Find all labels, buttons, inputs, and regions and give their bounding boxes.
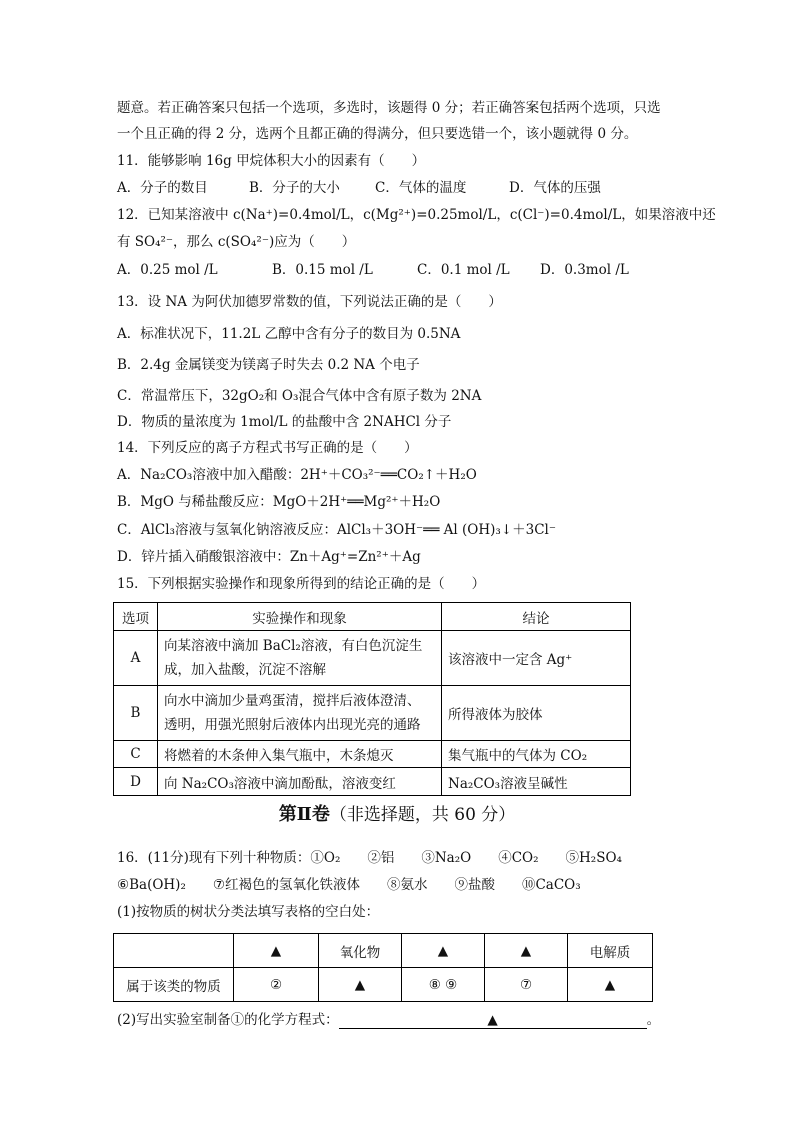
q16-table-cell-4: ⑦ [485,968,568,1002]
q15-row-c-option: C [114,741,158,768]
q13-stem: 13．设 NA 为阿伏加德罗常数的值，下列说法正确的是（ ） [117,294,502,310]
section-2-bold: 第Ⅱ卷 [278,804,330,825]
q13-option-b: B．2.4g 金属镁变为镁离子时失去 0.2 NA 个电子 [117,357,420,373]
q16-part-1: (1)按物质的树状分类法填写表格的空白处： [117,904,380,920]
q16-table-cell-3: ⑧ ⑨ [402,968,485,1002]
intro-line-1: 题意。若正确答案只包括一个选项，多选时，该题得 0 分；若正确答案包括两个选项，只选 [117,100,661,116]
q15-row-a-conclusion: 该溶液中一定含 Ag⁺ [442,631,631,686]
q16-table-row-label: 属于该类的物质 [114,968,234,1002]
q16-table [113,933,653,1002]
q15-row-c-operation: 将燃着的木条伸入集气瓶中，木条熄灭 [158,741,442,768]
q16-table-cell-5: ▲ [568,968,653,1002]
q16-table-header-oxide: 氧化物 [319,934,402,968]
section-2-title [0,800,794,826]
q14-option-d: D．锌片插入硝酸银溶液中：Zn＋Ag⁺=Zn²⁺＋Ag [117,549,421,565]
q14-option-c: C．AlCl₃溶液与氢氧化钠溶液反应：AlCl₃＋3OH⁻══ Al (OH)₃↓＋3Cl⁻ [117,522,557,538]
q16-table-cell-2: ▲ [319,968,402,1002]
q11-stem: 11．能够影响 16g 甲烷体积大小的因素有（ ） [117,153,426,169]
q14-option-a: A．Na₂CO₃溶液中加入醋酸：2H⁺＋CO₃²⁻══CO₂↑＋H₂O [117,467,477,483]
q11-option-d: D．气体的压强 [509,180,601,196]
section-2-subtitle: （非选择题，共 60 分） [329,805,516,825]
q15-header-option: 选项 [114,603,158,631]
q11-option-c: C．气体的温度 [375,180,467,196]
q13-option-c: C．常温常压下，32gO₂和 O₃混合气体中含有原子数为 2NA [117,388,482,404]
q15-table [113,602,631,796]
q14-option-b: B．MgO 与稀盐酸反应：MgO＋2H⁺══Mg²⁺＋H₂O [117,494,441,510]
q15-row-b-conclusion: 所得液体为胶体 [442,686,631,741]
q15-row-d-option: D [114,768,158,796]
q15-row-a-option: A [114,631,158,686]
q15-row-d-operation: 向 Na₂CO₃溶液中滴加酚酞，溶液变红 [158,768,442,796]
q12-option-b: B．0.15 mol /L [272,262,373,278]
q16-part-2-blank: ▲ [339,1012,647,1029]
q15-header-conclusion: 结论 [442,603,631,631]
q16-table-header-electrolyte: 电解质 [568,934,653,968]
q11-option-b: B．分子的大小 [249,180,340,196]
q14-stem: 14．下列反应的离子方程式书写正确的是（ ） [117,440,418,456]
q16-part-2-prefix: (2)写出实验室制备①的化学方程式： [117,1012,339,1028]
q12-stem-line-2: 有 SO₄²⁻，那么 c(SO₄²⁻)应为（ ） [117,234,356,250]
q16-table-header-answer-1: ▲ [234,934,319,968]
q15-row-c-conclusion: 集气瓶中的气体为 CO₂ [442,741,631,768]
q16-table-cell-1: ② [234,968,319,1002]
q15-row-b-operation: 向水中滴加少量鸡蛋清，搅拌后液体澄清、 透明，用强光照射后液体内出现光亮的通路 [158,686,442,741]
q12-stem-line-1: 12．已知某溶液中 c(Na⁺)=0.4mol/L，c(Mg²⁺)=0.25mol/L，c(Cl⁻)=0.4mol/L，如果溶液中还 [117,207,716,223]
q13-option-d: D．物质的量浓度为 1mol/L 的盐酸中含 2NAHCl 分子 [117,414,452,430]
q15-row-d-conclusion: Na₂CO₃溶液呈碱性 [442,768,631,796]
q15-row-b-option: B [114,686,158,741]
q16-part-2-suffix: 。 [646,1012,661,1028]
q13-option-a: A．标准状况下，11.2L 乙醇中含有分子的数目为 0.5NA [117,326,461,342]
q16-table-header-answer-3: ▲ [485,934,568,968]
q11-option-a: A．分子的数目 [117,180,208,196]
q15-stem: 15．下列根据实验操作和现象所得到的结论正确的是（ ） [117,576,486,592]
q16-table-header-answer-2: ▲ [402,934,485,968]
q12-option-d: D．0.3mol /L [540,262,629,278]
q16-table-header-blank [114,934,234,968]
intro-line-2: 一个且正确的得 2 分，选两个且都正确的得满分，但只要选错一个，该小题就得 0 分。 [117,126,638,142]
q16-part-2 [117,1010,660,1030]
q15-row-a-operation: 向某溶液中滴加 BaCl₂溶液，有白色沉淀生 成，加入盐酸，沉淀不溶解 [158,631,442,686]
q16-stem: 16．(11分)现有下列十种物质：①O₂ ②铝 ③Na₂O ④CO₂ ⑤H₂SO₄ [117,850,622,866]
q16-stem-2: ⑥Ba(OH)₂ ⑦红褐色的氢氧化铁液体 ⑧氨水 ⑨盐酸 ⑩CaCO₃ [117,877,581,893]
q12-option-c: C．0.1 mol /L [417,262,510,278]
q15-header-operation: 实验操作和现象 [158,603,442,631]
q12-option-a: A．0.25 mol /L [117,262,218,278]
